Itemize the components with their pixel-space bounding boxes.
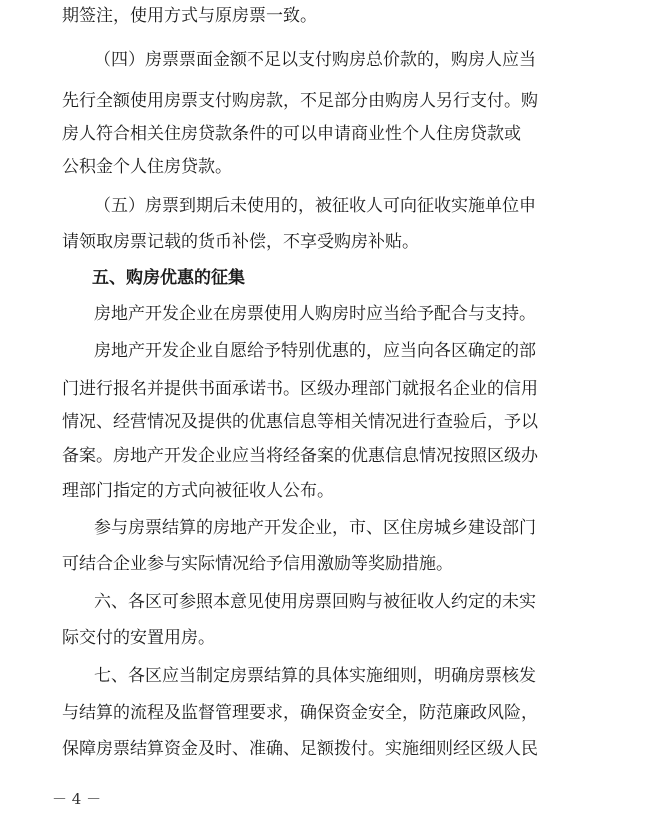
paragraph-line: 际交付的安置用房。 [62, 628, 215, 648]
paragraph-line: （五）房票到期后未使用的，被征收人可向征收实施单位申 [94, 196, 536, 216]
paragraph-line: 参与房票结算的房地产开发企业，市、区住房城乡建设部门 [94, 518, 536, 538]
paragraph-line: 房地产开发企业自愿给予特别优惠的，应当向各区确定的部 [94, 341, 536, 361]
section-heading [0, 262, 646, 294]
paragraph-line: （四）房票票面金额不足以支付购房总价款的，购房人应当 [94, 50, 536, 70]
text-line [0, 697, 646, 729]
paragraph-line: 公积金个人住房贷款。 [62, 157, 232, 177]
paragraph-line: 房人符合相关住房贷款条件的可以申请商业性个人住房贷款或 [62, 124, 521, 144]
text-line [0, 85, 646, 117]
paragraph-line: 与结算的流程及监督管理要求，确保资金安全，防范廉政风险， [62, 703, 538, 723]
paragraph-line: 房地产开发企业在房票使用人购房时应当给予配合与支持。 [94, 304, 536, 324]
text-line [0, 548, 646, 580]
paragraph-line: 七、各区应当制定房票结算的具体实施细则，明确房票核发 [94, 666, 536, 686]
text-line [0, 0, 646, 32]
text-line [0, 660, 646, 692]
paragraph-line: 保障房票结算资金及时、准确、足额拨付。实施细则经区级人民 [62, 739, 538, 759]
text-line [0, 190, 646, 222]
text-line [0, 118, 646, 150]
paragraph-line: 期签注，使用方式与原房票一致。 [62, 6, 317, 26]
paragraph-line: 六、各区可参照本意见使用房票回购与被征收人约定的未实 [94, 592, 536, 612]
page-number: － 4 － [52, 790, 102, 808]
paragraph-line: 备案。房地产开发企业应当将经备案的优惠信息情况按照区级办 [62, 446, 538, 466]
section-heading-text: 五、购房优惠的征集 [92, 268, 245, 288]
text-line [0, 440, 646, 472]
text-line [0, 622, 646, 654]
text-line [0, 406, 646, 438]
paragraph-line: 门进行报名并提供书面承诺书。区级办理部门就报名企业的信用 [62, 379, 538, 399]
text-line [0, 226, 646, 258]
text-line [0, 373, 646, 405]
paragraph-line: 可结合企业参与实际情况给予信用激励等奖励措施。 [62, 554, 453, 574]
text-line [0, 475, 646, 507]
paragraph-line: 先行全额使用房票支付购房款，不足部分由购房人另行支付。购 [62, 91, 538, 111]
paragraph-line: 情况、经营情况及提供的优惠信息等相关情况进行查验后，予以 [62, 412, 538, 432]
paragraph-line: 理部门指定的方式向被征收人公布。 [62, 481, 334, 501]
text-line [0, 512, 646, 544]
text-line [0, 151, 646, 183]
paragraph-line: 请领取房票记载的货币补偿，不享受购房补贴。 [62, 232, 419, 252]
text-line [0, 586, 646, 618]
text-line [0, 44, 646, 76]
text-line [0, 335, 646, 367]
text-line [0, 733, 646, 765]
text-line [0, 298, 646, 330]
